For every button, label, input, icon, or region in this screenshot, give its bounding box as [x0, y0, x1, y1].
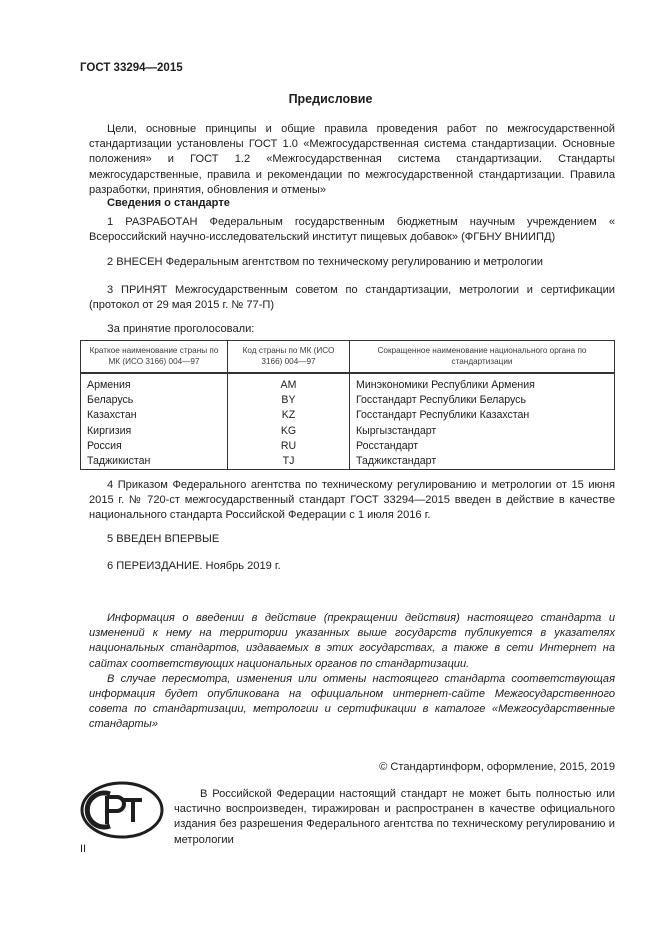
- item-5-first-introduced: 5 ВВЕДЕН ВПЕРВЫЕ: [107, 533, 220, 545]
- info-paragraph-2: В случае пересмотра, изменения или отмены настоящего стандарта соответствующая информация будет опубликована на официальном интернет-сайте Межгосударственного совета по стандартизации, метрологии и сертификации в каталоге «Межгосударственные стандарты»: [89, 672, 615, 731]
- cell-country: Беларусь: [81, 393, 228, 408]
- intro-block: [89, 122, 615, 198]
- cell-code: AM: [228, 373, 350, 393]
- header-country-name: Краткое наименование страны по МК (ИСО 3166) 004—97: [81, 341, 228, 374]
- item-3-block: [89, 283, 615, 313]
- item-1-developed-by: 1 РАЗРАБОТАН Федеральным государственным бюджетным научным учреждением « Всероссийский научно-исследовательский институт пищевых добавок» (ФГБНУ ВНИИПД): [89, 216, 615, 244]
- item-4-order: 4 Приказом Федерального агентства по техническому регулированию и метрологии от 15 июня 2015 г. № 720-ст межгосударственный стандарт ГОСТ 33294—2015 введен в действие в качестве национального стандарта Российской Федерации с 1 июля 2016 г.: [89, 479, 615, 522]
- cell-country: Казахстан: [81, 408, 228, 423]
- item-6-block: [89, 559, 615, 574]
- cell-country: Армения: [81, 373, 228, 393]
- item-5-block: [89, 532, 615, 547]
- voting-table: [80, 340, 615, 470]
- copyright-line: © Стандартинформ, оформление, 2015, 2019: [379, 761, 615, 773]
- item-6-reissue: 6 ПЕРЕИЗДАНИЕ. Ноябрь 2019 г.: [107, 560, 281, 572]
- header-standards-body: Сокращенное наименование национального органа по стандартизации: [350, 341, 615, 374]
- intro-paragraph: Цели, основные принципы и общие правила проведения работ по межгосударственной стандартизации установлены ГОСТ 1.0 «Межгосударственная система стандартизации. Основные положения» и ГОСТ 1.2 «Межгосударственная система стандартизации. Стандарты межгосударственные, правила и рекомендации по межгосударственной стандартизации. Правила разработки, принятия, обновления и отмены»: [89, 123, 615, 196]
- cell-code: RU: [228, 439, 350, 454]
- table-header-row: [81, 341, 615, 374]
- table-row: [81, 439, 615, 454]
- header-country-code: Код страны по МК (ИСО 3166) 004—97: [228, 341, 350, 374]
- cell-body: Госстандарт Республики Казахстан: [350, 408, 615, 423]
- page-number: II: [80, 843, 87, 855]
- cell-country: Киргизия: [81, 424, 228, 439]
- cell-body: Росстандарт: [350, 439, 615, 454]
- cell-body: Кыргызстандарт: [350, 424, 615, 439]
- item-2-submitted-by: 2 ВНЕСЕН Федеральным агентством по техническому регулированию и метрологии: [107, 256, 543, 268]
- item-3-adopted-by: 3 ПРИНЯТ Межгосударственным советом по стандартизации, метрологии и сертификации (протокол от 29 мая 2015 г. № 77-П): [89, 284, 615, 312]
- document-code: ГОСТ 33294—2015: [80, 62, 183, 74]
- table-row: [81, 393, 615, 408]
- item-1-block: [89, 215, 615, 245]
- vote-intro-block: [89, 322, 615, 337]
- cell-country: Россия: [81, 439, 228, 454]
- section-heading: Сведения о стандарте: [107, 197, 230, 209]
- cell-country: Таджикистан: [81, 454, 228, 470]
- cell-body: Таджикстандарт: [350, 454, 615, 470]
- cell-code: BY: [228, 393, 350, 408]
- cell-code: KG: [228, 424, 350, 439]
- notice-text: В Российской Федерации настоящий стандарт не может быть полностью или частично воспроизведен, тиражирован и распространен в качестве официального издания без разрешения Федерального агентства по техническому регулированию и метрологии: [174, 788, 615, 846]
- section-heading-block: [89, 196, 615, 211]
- copyright-notice: [174, 787, 615, 848]
- info-paragraph-1: Информация о введении в действие (прекращении действия) настоящего стандарта и изменений к нему на территории указанных выше государств публикуется в указателях национальных стандартов, издаваемых в этих государствах, а также в сети Интернет на сайтах соответствующих национальных органов по стандартизации.: [89, 612, 615, 670]
- table-row: [81, 408, 615, 423]
- cell-body: Госстандарт Республики Беларусь: [350, 393, 615, 408]
- cell-code: TJ: [228, 454, 350, 470]
- item-2-block: [89, 255, 615, 270]
- table-row: [81, 454, 615, 470]
- rst-logo-icon: [80, 780, 164, 840]
- vote-intro: За принятие проголосовали:: [107, 323, 255, 335]
- item-4-block: [89, 478, 615, 524]
- info-block: [89, 611, 615, 733]
- table-row: [81, 424, 615, 439]
- page-title: Предисловие: [288, 92, 373, 106]
- cell-code: KZ: [228, 408, 350, 423]
- cell-body: Минэкономики Республики Армения: [350, 373, 615, 393]
- table-row: [81, 373, 615, 393]
